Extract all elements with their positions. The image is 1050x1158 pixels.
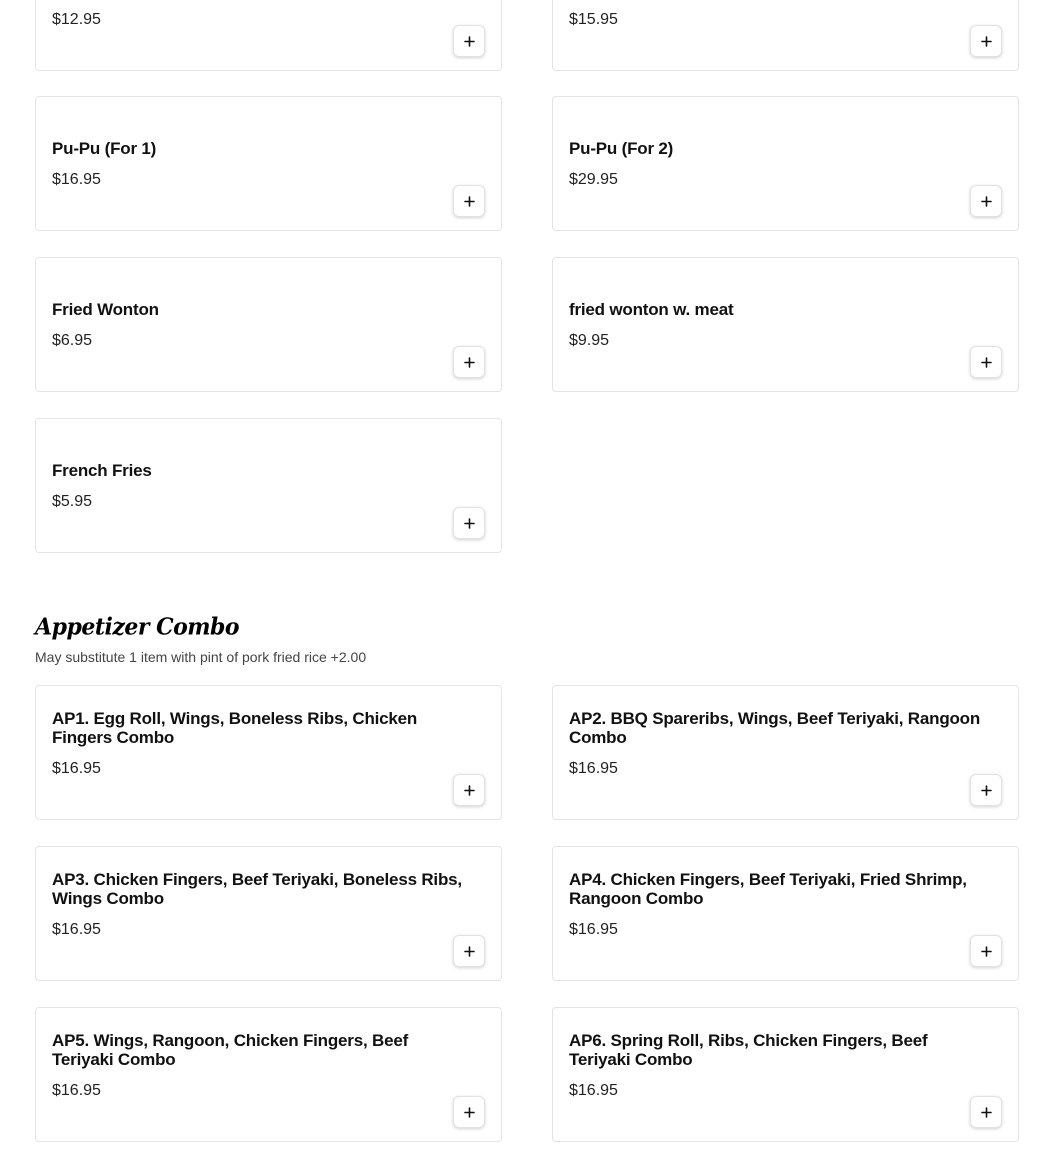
plus-icon bbox=[464, 1107, 475, 1118]
plus-icon bbox=[464, 357, 475, 368]
add-item-button[interactable] bbox=[970, 1096, 1002, 1128]
add-item-button[interactable] bbox=[453, 507, 485, 539]
menu-item-card[interactable] bbox=[552, 685, 1019, 820]
item-price: $16.95 bbox=[569, 921, 618, 938]
menu-item-card[interactable] bbox=[35, 1007, 502, 1142]
menu-item-card[interactable] bbox=[35, 685, 502, 820]
item-price: $16.95 bbox=[52, 171, 101, 188]
menu-item-card[interactable] bbox=[35, 0, 502, 71]
item-name: French Fries bbox=[52, 461, 152, 480]
item-name: AP6. Spring Roll, Ribs, Chicken Fingers, Beef Teriyaki Combo bbox=[569, 1031, 928, 1069]
add-item-button[interactable] bbox=[970, 346, 1002, 378]
item-price: $6.95 bbox=[52, 332, 93, 349]
plus-icon bbox=[981, 357, 992, 368]
item-price: $9.95 bbox=[569, 332, 610, 349]
add-item-button[interactable] bbox=[453, 185, 485, 217]
menu-item-card[interactable] bbox=[35, 846, 502, 981]
add-item-button[interactable] bbox=[970, 185, 1002, 217]
plus-icon bbox=[464, 36, 475, 47]
item-name: AP4. Chicken Fingers, Beef Teriyaki, Fried Shrimp, Rangoon Combo bbox=[569, 870, 967, 908]
item-name: AP5. Wings, Rangoon, Chicken Fingers, Beef Teriyaki Combo bbox=[52, 1031, 409, 1069]
section-title: Appetizer Combo bbox=[35, 612, 240, 642]
menu-item-card[interactable] bbox=[35, 257, 502, 392]
item-price: $16.95 bbox=[569, 1082, 618, 1099]
item-name: Fried Wonton bbox=[52, 300, 159, 319]
plus-icon bbox=[981, 946, 992, 957]
item-price: $12.95 bbox=[52, 11, 101, 28]
plus-icon bbox=[981, 785, 992, 796]
add-item-button[interactable] bbox=[453, 346, 485, 378]
item-price: $16.95 bbox=[569, 760, 618, 777]
plus-icon bbox=[981, 36, 992, 47]
add-item-button[interactable] bbox=[453, 774, 485, 806]
menu-item-card[interactable] bbox=[552, 257, 1019, 392]
add-item-button[interactable] bbox=[453, 25, 485, 57]
plus-icon bbox=[981, 1107, 992, 1118]
item-price: $16.95 bbox=[52, 921, 101, 938]
menu-item-card[interactable] bbox=[552, 846, 1019, 981]
plus-icon bbox=[464, 196, 475, 207]
plus-icon bbox=[464, 946, 475, 957]
add-item-button[interactable] bbox=[453, 935, 485, 967]
item-price: $15.95 bbox=[569, 11, 618, 28]
item-name: AP3. Chicken Fingers, Beef Teriyaki, Boneless Ribs, Wings Combo bbox=[52, 870, 462, 908]
plus-icon bbox=[464, 518, 475, 529]
add-item-button[interactable] bbox=[970, 935, 1002, 967]
item-name: AP2. BBQ Spareribs, Wings, Beef Teriyaki, Rangoon Combo bbox=[569, 709, 981, 747]
item-name: AP1. Egg Roll, Wings, Boneless Ribs, Chicken Fingers Combo bbox=[52, 709, 418, 747]
plus-icon bbox=[464, 785, 475, 796]
item-price: $5.95 bbox=[52, 493, 93, 510]
item-name: fried wonton w. meat bbox=[569, 300, 734, 319]
plus-icon bbox=[981, 196, 992, 207]
menu-item-card[interactable] bbox=[35, 418, 502, 553]
section-description: May substitute 1 item with pint of pork fried rice +2.00 bbox=[35, 649, 367, 665]
item-price: $16.95 bbox=[52, 760, 101, 777]
menu-item-card[interactable] bbox=[552, 1007, 1019, 1142]
add-item-button[interactable] bbox=[970, 774, 1002, 806]
item-name: Pu-Pu (For 2) bbox=[569, 139, 674, 158]
add-item-button[interactable] bbox=[453, 1096, 485, 1128]
menu-item-card[interactable] bbox=[552, 96, 1019, 231]
add-item-button[interactable] bbox=[970, 25, 1002, 57]
menu-item-card[interactable] bbox=[35, 96, 502, 231]
item-name: Pu-Pu (For 1) bbox=[52, 139, 157, 158]
item-price: $29.95 bbox=[569, 171, 618, 188]
menu-item-card[interactable] bbox=[552, 0, 1019, 71]
item-price: $16.95 bbox=[52, 1082, 101, 1099]
